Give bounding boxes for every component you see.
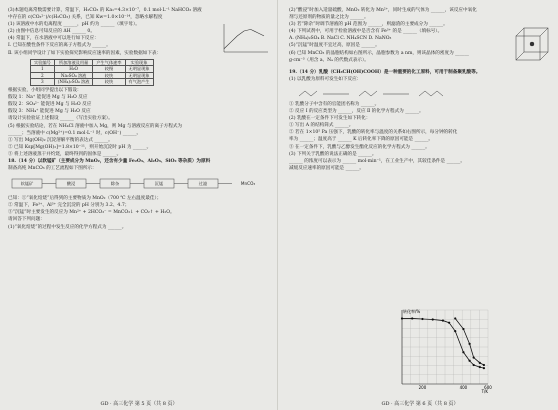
flow-product: MnCO₃ [240, 181, 256, 187]
conversion-vs-temperature-chart [392, 306, 492, 394]
data-point [432, 318, 434, 320]
x-tick-label: 600 [484, 385, 492, 390]
data-point [483, 364, 485, 366]
process-flow-diagram [8, 173, 270, 195]
x-axis-label: T/K [481, 389, 488, 394]
data-point [448, 322, 450, 324]
data-point [421, 318, 423, 320]
data-point [479, 362, 481, 364]
skeletal-structure [359, 91, 377, 96]
data-point [462, 328, 464, 330]
q19-body: ① 乳酸分子中含有的官能团名称为 ______。 ② 反应 I 的反应类型为 ______，反应 Ⅱ 的化学方程式为 ______。 (2) 乳酸在一定条件下可发生如下转化： ① 写出 A 的结构简式 ______。 ② 若在 1×10⁵ Pa 压强下，乳酸的转化率与温度的关系如右图所示，每分钟的转化 率为 ______；温度高于 ______ K 后转化率下降的原因可能是 ______。 ③ 在一定条件下，乳酸与乙醇发生酯化反应的化学方程式为 ______。 (3) 下列关于乳酸的说法正确的是 ______。 ______ 的浓度可以表示为 ______ mol·min⁻¹，在工业生产中，其较佳条件是 ______。 减缓反应速率的原因可能是 ______。 [289, 101, 465, 171]
table-header: 实验现象 [125, 59, 153, 66]
table-header: 产生气体速率 [93, 59, 125, 66]
data-point [401, 317, 403, 319]
reaction-scheme [289, 84, 529, 102]
right-intro: (2)“酸浸”时加入适量硫酸，MnO₂ 转化为 Mn²⁺，同时生成的气体为 ______，该反应中氧化 剂与还原剂的物质的量之比为 ______。 (3) 若“除杂”时调节溶液的 pH 范围为 ______，则滤渣的主要成分为 ______。 (4) 下列试剂中，可用于检验溶液中是否含有 Fe³⁺ 的是 ______（填标号）。 A. (NH₄)₂SO₄ B. NaCl C. NH₄SCN D. NaNO₃ (5)“沉锰”时温度不宜过高，原因是 ______。 (6) 已知 MnCO₃ 的晶胞结构如右图所示，晶胞参数为 a nm，则该晶体的密度为 ______ g·cm⁻³（用含 a、Nₐ 的代数式表示）。 [289, 8, 477, 63]
flow-step: 过滤 [198, 181, 208, 187]
data-point [442, 319, 444, 321]
data-point [454, 317, 456, 319]
data-point [473, 356, 475, 358]
x-tick-label: 400 [459, 385, 468, 390]
data-point [483, 367, 485, 369]
question-18: 18.（14 分）以软锰矿（主要成分为 MnO₂，还含有少量 Fe₂O₃、Al₂O₃、SiO₂ 等杂质）为原料 制备高纯 MnCO₃ 的工艺流程如下图所示： [8, 158, 211, 172]
table-header: 所加溶液及用量 [54, 59, 93, 66]
data-point [462, 351, 464, 353]
question-19: 19.（14 分）乳酸（CH₃CH(OH)COOH）是一种重要的化工原料，可用于制备聚乳酸等。 (1) 以乳酸为原料可发生如下反应： [289, 69, 481, 82]
flow-step: 除杂 [110, 181, 120, 187]
after-table: 根据实验，小组同学提出以下假设： 假设 1：Na⁺ 能促进 Mg 与 H₂O 反应 假设 2：SO₄²⁻ 能促进 Mg 与 H₂O 反应 假设 3：NH₄⁺ 能促进 Mg 与 H₂O 反应 请设计实验验证上述假设 ______（写出实验方案）。 (5) 根据实验结论，若在 NH₄Cl 溶液中加入 Mg，则 Mg 与溶液反应的离子方程式为 ______；当溶液中 c(Mg²⁺)=0.1 mol·L⁻¹ 时，c(OH⁻) ______。 ① 写出 Mg(OH)₂ 沉淀溶解平衡的表达式 ______。 ② 已知 Ksp[Mg(OH)₂]=1.8×10⁻¹¹，则开始沉淀时 pH 为 ______。 ③ 将上述溶液蒸干并灼烧，最终得到的固体是 ______。 [8, 88, 183, 157]
data-point [468, 360, 470, 362]
data-point [454, 330, 456, 332]
data-point [479, 366, 481, 368]
left-footer: GD · 高三化学 第 5 页（共 8 页） [100, 401, 178, 407]
table-header: 实验编号 [31, 59, 55, 66]
skeletal-structure [419, 91, 443, 96]
x-tick-label: 200 [418, 385, 427, 390]
table-row: 2 Na₂SO₄ 溶液 较快 无明显现象 [31, 72, 154, 79]
series-line [224, 29, 264, 48]
data-point [468, 343, 470, 345]
atom [530, 42, 534, 46]
text-line: (4) 常温下，在水溶液中可以进行如下反应： [8, 36, 99, 42]
text-line: (2) 由图中信息可知反应的 ΔH ______ 0。 [8, 29, 95, 35]
page-fold [277, 0, 278, 410]
data-point [473, 364, 475, 366]
series-line-0 [402, 318, 484, 368]
text-line: 中存在的 c(CO₃²⁻)/c(H₂CO₃) 关系，已知 Kw=1.0×10⁻¹⁴，忽略水解程度 [8, 15, 163, 21]
flow-step: 沉锰 [154, 181, 164, 187]
flow-step: 软锰矿 [20, 181, 34, 187]
text-line: I. 已知在酸性条件下反应的离子方程式为 ______。 [8, 43, 111, 49]
crystal-cell-diagram [512, 24, 552, 64]
right-footer: GD · 高三化学 第 6 页（共 8 页） [381, 401, 459, 407]
text-line: Ⅱ. 该小组同学设计了如下实验探究影响反应速率的因素，实验数据如下表： [8, 50, 162, 56]
text-line: (1) 该溶液中水的电离程度 ______，pH 约为 ______（填字母）。 [8, 22, 140, 28]
small-line-chart [220, 22, 270, 56]
experiment-table [30, 59, 154, 86]
flow-step: 酸浸 [66, 181, 76, 187]
table-row: 3 (NH₄)₂SO₄ 溶液 较快 有气泡产生 [31, 79, 154, 86]
skeletal-structure [299, 91, 317, 96]
data-point [411, 317, 413, 319]
table-row: 1 H₂O 较慢 无明显现象 [31, 66, 154, 73]
y-axis-label: 转化率/% [403, 309, 421, 314]
after-flow: 已知：①“氧化焙烧”后得到的主要物质为 MnO₂（700 ℃ 左右温度最佳）； ② 常温下，Fe³⁺、Al³⁺ 完全沉淀的 pH 分别为 3.2、4.7； ③“沉锰”时主要发生的反应为 Mn²⁺ + 2HCO₃⁻ = MnCO₃↓ + CO₂↑ + H₂O。 请回答下列问题： (1)“氧化焙烧”的过程中发生反应的化学方程式为 ______。 [8, 196, 175, 230]
text-line: (3)本题电离常数需要计算，常温下，H₂CO₃ 的 Ka₁=4.3×10⁻⁷，0.1 mol·L⁻¹ NaHCO₃ 溶液 [8, 8, 202, 13]
